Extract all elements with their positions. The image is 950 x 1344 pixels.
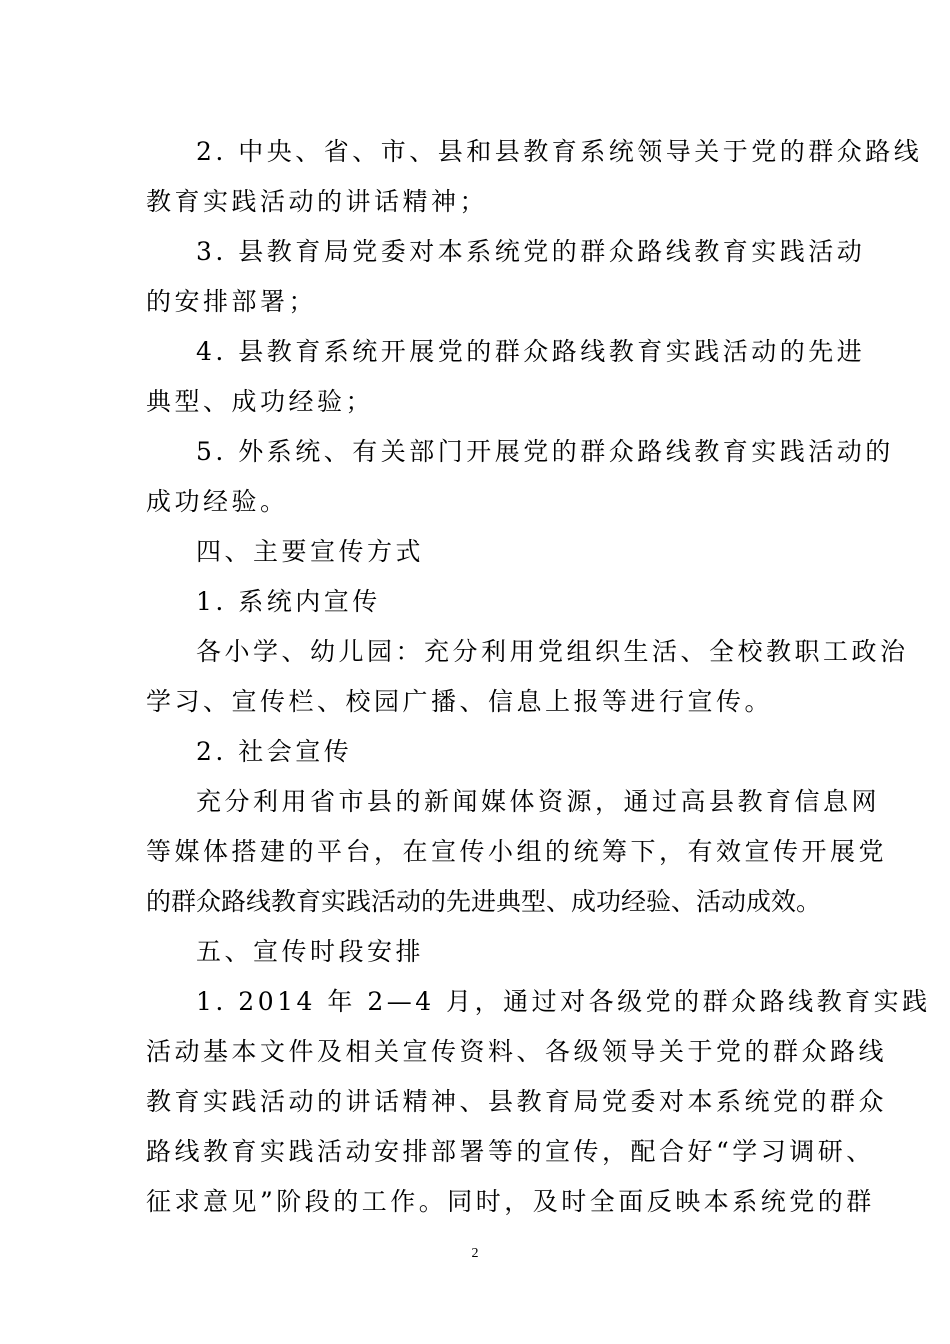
- body-line-3: 3. 县教育局党委对本系统党的群众路线教育实践活动: [196, 237, 866, 266]
- body-line-6: 典型、成功经验；: [146, 387, 375, 416]
- section-heading-4: 四、主要宣传方式: [196, 537, 425, 566]
- body-line-16: 的群众路线教育实践活动的先进典型、成功经验、活动成效。: [146, 887, 822, 916]
- body-line-19: 活动基本文件及相关宣传资料、各级领导关于党的群众路线: [146, 1037, 888, 1066]
- body-line-8: 成功经验。: [146, 487, 289, 516]
- subheading-internal-publicity: 1. 系统内宣传: [196, 587, 381, 616]
- body-line-20: 教育实践活动的讲话精神、县教育局党委对本系统党的群众: [146, 1087, 888, 1116]
- body-line-21: 路线教育实践活动安排部署等的宣传，配合好“学习调研、: [146, 1137, 875, 1166]
- body-line-15: 等媒体搭建的平台，在宣传小组的统筹下，有效宣传开展党: [146, 837, 888, 866]
- body-line-4: 的安排部署；: [146, 287, 318, 316]
- body-line-22: 征求意见”阶段的工作。同时，及时全面反映本系统党的群: [146, 1187, 875, 1216]
- body-line-18: 1. 2014 年 2—4 月，通过对各级党的群众路线教育实践: [196, 987, 931, 1016]
- body-line-11: 各小学、幼儿园：充分利用党组织生活、全校教职工政治: [196, 637, 909, 666]
- body-line-7: 5. 外系统、有关部门开展党的群众路线教育实践活动的: [196, 437, 894, 466]
- body-line-5: 4. 县教育系统开展党的群众路线教育实践活动的先进: [196, 337, 866, 366]
- body-line-1: 2. 中央、省、市、县和县教育系统领导关于党的群众路线: [196, 137, 923, 166]
- body-line-14: 充分利用省市县的新闻媒体资源，通过高县教育信息网: [196, 787, 881, 816]
- document-body: [146, 127, 931, 1227]
- body-line-2: 教育实践活动的讲话精神；: [146, 187, 489, 216]
- subheading-social-publicity: 2. 社会宣传: [196, 737, 353, 766]
- section-heading-5: 五、宣传时段安排: [196, 937, 425, 966]
- body-line-12: 学习、宣传栏、校园广播、信息上报等进行宣传。: [146, 687, 774, 716]
- page-number: 2: [471, 1246, 479, 1261]
